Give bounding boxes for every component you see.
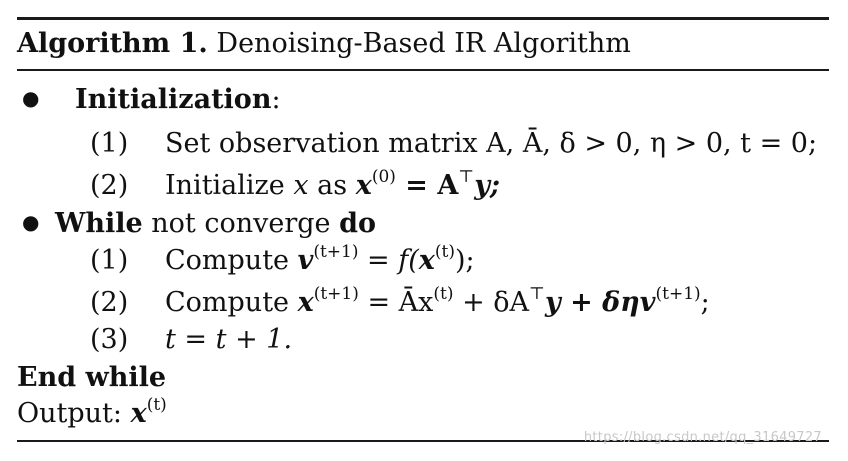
step-text: Initialize x as $x^{(0)} = A^⊤y$; (165, 167, 500, 201)
step-number: (2) (90, 287, 129, 318)
step-text: Compute $v^{(t+1)} = f(x^{(t)})$; (165, 242, 475, 276)
watermark: https://blog.csdn.net/qq_31649727 (583, 430, 822, 445)
output-line: Output: $x^{(t)}$ (17, 395, 167, 429)
end-while: End while (17, 362, 167, 393)
while-header: ● While not converge do (22, 208, 376, 239)
bullet-icon: ● (22, 210, 40, 234)
step-text: t = t + 1. (165, 324, 293, 355)
step-text: Compute $x^{(t+1)}$ = $Āx^{(t)} + \delta A^⊤y + \delta\eta v^{(t+1)}$; (165, 284, 710, 318)
step-number: (1) (90, 128, 129, 159)
step-number: (2) (90, 170, 129, 201)
step-number: (3) (90, 324, 129, 355)
step-number: (1) (90, 245, 129, 276)
init-label: Initialization (75, 84, 272, 115)
algorithm-name: Denoising-Based IR Algorithm (207, 28, 631, 59)
bullet-icon: ● (22, 86, 40, 110)
algorithm-number: Algorithm 1. (17, 28, 208, 59)
algorithm-title (17, 27, 631, 61)
step-text: Set observation matrix A, Ā, δ > 0, η > 0, t = 0; (165, 128, 818, 159)
init-header: ● Initialization: (22, 84, 281, 115)
title-rule (17, 69, 829, 71)
top-rule (17, 17, 829, 20)
